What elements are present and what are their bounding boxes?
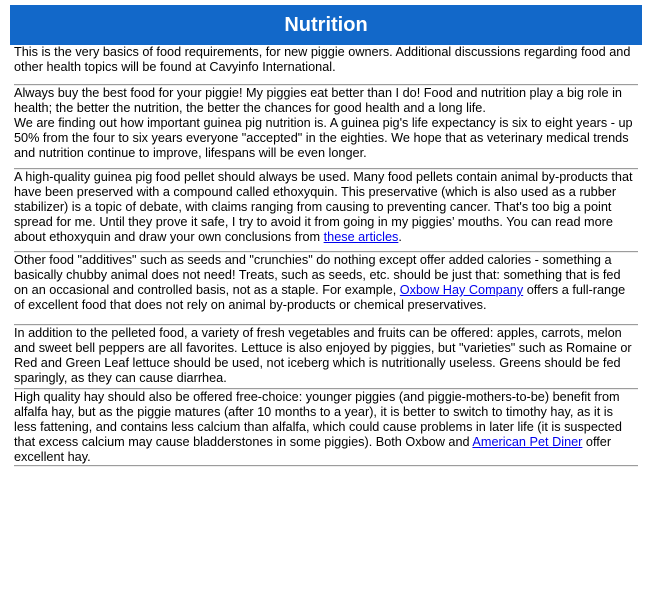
section-divider [14,465,638,467]
hay-text: High quality hay should also be offered free-choice: younger piggies (and piggie-mothers-to-be) benefit from alfalfa hay, but as the piggie matures (after 10 months to a year), it is better to switch to timothy hay, as it is less fattening, and contains less calcium than alfalfa, which could cause problems in later life (it is suspected that excess calcium may cause bladderstones in some piggies). Both Oxbow and [14,390,622,449]
nutrition-page [10,5,642,467]
intro-paragraph: This is the very basics of food requirements, for new piggie owners. Additional discussions regarding food and other health topics will be found at Cavyinfo International. [14,45,631,74]
page-content [10,45,642,467]
hay-text-end: offer excellent hay. [14,435,612,464]
additives-text: Other food "additives" such as seeds and "crunchies" do nothing except offer added calories - something a basically chubby animal does not need! Treats, such as seeds, etc. should be just that: something that is fed on an occasional and controlled basis, not as a staple. For example, [14,253,621,297]
pellets-text: A high-quality guinea pig food pellet should always be used. Many food pellets contain animal by-products that have been preserved with a compound called ethoxyquin. This preservative (which is also used as a rubber stabilizer) is a topic of debate, with claims ranging from causing to preventing cancer. That's too big a point spread for me. Until they prove it safe, I try to avoid it from going in my piggies’ mouths. You can read more about ethoxyquin and draw your own conclusions from [14,170,633,244]
additives-paragraph [14,253,638,313]
additives-text-end: offers a full-range of excellent food that does not rely on animal by-products or chemical preservatives. [14,283,626,312]
american-pet-diner-link[interactable]: American Pet Diner [472,435,583,449]
page-title: Nutrition [284,14,368,36]
life-expectancy-paragraph: We are finding out how important guinea pig nutrition is. A guinea pig's life expectancy is six to eight years - up 50% from the four to six years everyone "accepted" in the eighties. We hope that as veterinary medical trends and nutrition continue to improve, lifespans will be even longer. [14,116,633,160]
title-banner [10,5,642,45]
pellets-text-end: . [398,230,402,244]
these-articles-link[interactable]: these articles [323,230,399,244]
hay-paragraph [14,390,638,465]
oxbow-hay-company-link[interactable]: Oxbow Hay Company [399,283,524,297]
best-food-paragraph: Always buy the best food for your piggie! My piggies eat better than I do! Food and nutrition play a big role in health; the better the nutrition, the better the chances for good health and a long life. [14,86,622,115]
vegetables-paragraph: In addition to the pelleted food, a variety of fresh vegetables and fruits can be offered: apples, carrots, melon and sweet bell peppers are all favorites. Lettuce is also enjoyed by piggies, but "varieties" such as Romaine or Red and Green Leaf lettuce should be used, not iceberg which is nutritionally useless. Greens should be fed sparingly, as they can cause diarrhea. [14,326,632,385]
pellets-paragraph [14,170,638,245]
